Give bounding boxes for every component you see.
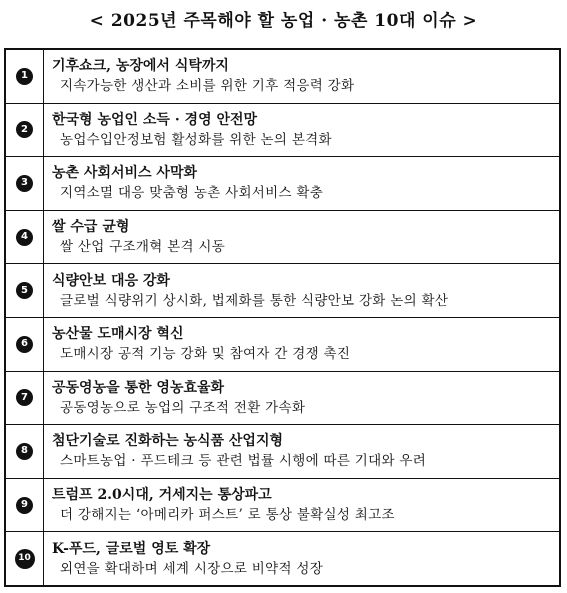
- issue-description: 농업수입안정보험 활성화를 위한 논의 본격화: [60, 131, 332, 148]
- issue-row-4: [6, 210, 559, 264]
- issue-row-7: [6, 371, 559, 425]
- issues-table: [4, 48, 561, 587]
- issue-title: 첨단기술로 진화하는 농식품 산업지형: [52, 433, 284, 450]
- issue-title: 쌀 수급 균형: [52, 219, 130, 236]
- issue-row-8: [6, 424, 559, 478]
- issue-number-cell: [6, 50, 44, 103]
- issue-description: 지역소멸 대응 맞춤형 농촌 사회서비스 확충: [60, 185, 324, 202]
- issue-title: 트럼프 2.0시대, 거세지는 통상파고: [52, 487, 272, 504]
- issue-title: 공동영농을 통한 영농효율화: [52, 379, 225, 396]
- issue-text-cell: [44, 50, 559, 103]
- issue-description: 스마트농업 · 푸드테크 등 관련 법률 시행에 따른 기대와 우려: [60, 453, 427, 470]
- issue-number-badge: 9: [16, 497, 33, 514]
- issue-text-cell: [44, 425, 559, 478]
- issue-number-badge: 1: [16, 68, 33, 85]
- issue-description: 지속가능한 생산과 소비를 위한 기후 적응력 강화: [60, 78, 355, 95]
- issue-description: 도매시장 공적 기능 강화 및 참여자 간 경쟁 촉진: [60, 346, 351, 363]
- issue-number-cell: [6, 479, 44, 532]
- issue-title: K-푸드, 글로벌 영토 확장: [52, 540, 211, 557]
- issue-number-cell: [6, 211, 44, 264]
- issue-number-badge: 8: [16, 443, 33, 460]
- issue-row-6: [6, 317, 559, 371]
- issue-description: 쌀 산업 구조개혁 본격 시동: [60, 239, 226, 256]
- issue-number-badge: 10: [15, 549, 35, 569]
- issue-number-cell: [6, 318, 44, 371]
- issue-number-badge: 4: [16, 229, 33, 246]
- issue-number-cell: [6, 157, 44, 210]
- issue-title: 농촌 사회서비스 사막화: [52, 165, 197, 182]
- issue-text-cell: [44, 479, 559, 532]
- issue-row-5: [6, 263, 559, 317]
- document-title: < 2025년 주목해야 할 농업 · 농촌 10대 이슈 >: [89, 11, 478, 31]
- issue-row-3: [6, 156, 559, 210]
- issue-text-cell: [44, 318, 559, 371]
- issue-number-badge: 2: [16, 121, 33, 138]
- issue-number-cell: [6, 425, 44, 478]
- issue-title: 식량안보 대응 강화: [52, 272, 170, 289]
- issue-text-cell: [44, 264, 559, 317]
- issue-title: 기후쇼크, 농장에서 식탁까지: [52, 58, 229, 75]
- issue-row-2: [6, 103, 559, 157]
- issue-description: 글로벌 식량위기 상시화, 법제화를 통한 식량안보 강화 논의 확산: [60, 292, 449, 309]
- issue-number-cell: [6, 532, 44, 585]
- issue-title: 농산물 도매시장 혁신: [52, 326, 184, 343]
- issue-title: 한국형 농업인 소득 · 경영 안전망: [52, 111, 258, 128]
- issue-text-cell: [44, 157, 559, 210]
- issue-number-badge: 3: [16, 175, 33, 192]
- issue-row-10: [6, 531, 559, 585]
- issue-number-badge: 7: [16, 389, 33, 406]
- issue-row-9: [6, 478, 559, 532]
- issue-text-cell: [44, 104, 559, 157]
- issue-row-1: [6, 50, 559, 103]
- issue-description: 외연을 확대하며 세계 시장으로 비약적 성장: [60, 560, 324, 577]
- issue-text-cell: [44, 211, 559, 264]
- issue-number-cell: [6, 264, 44, 317]
- issue-text-cell: [44, 372, 559, 425]
- issue-number-badge: 5: [16, 282, 33, 299]
- issue-number-cell: [6, 104, 44, 157]
- issue-text-cell: [44, 532, 559, 585]
- issue-number-badge: 6: [16, 336, 33, 353]
- issue-description: 공동영농으로 농업의 구조적 전환 가속화: [60, 399, 306, 416]
- issue-number-cell: [6, 372, 44, 425]
- issue-description: 더 강해지는 ‘아메리카 퍼스트’ 로 통상 불확실성 최고조: [60, 507, 395, 524]
